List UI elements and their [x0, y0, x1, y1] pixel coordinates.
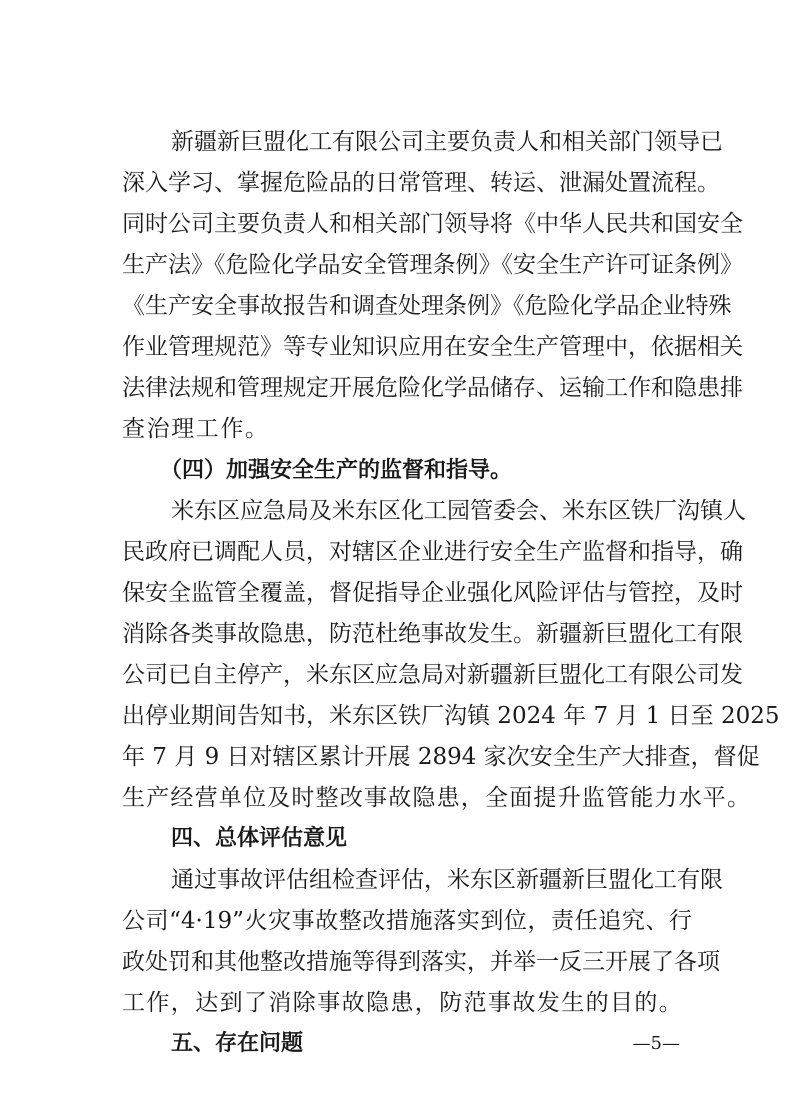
paragraph-3-line-4: 工作，达到了消除事故隐患，防范事故发生的目的。: [122, 990, 684, 1016]
paragraph-3-line-3: 政处罚和其他整改措施等得到落实，并举一反三开展了各项: [122, 949, 720, 975]
paragraph-2-line-3: 保安全监管全覆盖，督促指导企业强化风险评估与管控，及时: [122, 580, 743, 606]
page-number: —5—: [632, 1033, 680, 1054]
paragraph-2-line-5: 公司已自主停产，米东区应急局对新疆新巨盟化工有限公司发: [122, 662, 743, 688]
paragraph-3-line-1: 通过事故评估组检查评估，米东区新疆新巨盟化工有限: [171, 867, 723, 893]
paragraph-1-line-2: 深入学习、掌握危险品的日常管理、转运、泄漏处置流程。: [122, 170, 720, 196]
subheading-4: （四）加强安全生产的监督和指导。: [160, 457, 513, 483]
paragraph-1-line-7: 法律法规和管理规定开展危险化学品储存、运输工作和隐患排: [122, 375, 743, 401]
paragraph-2-line-8: 生产经营单位及时整改事故隐患，全面提升监管能力水平。: [122, 785, 752, 811]
paragraph-1-line-1: 新疆新巨盟化工有限公司主要负责人和相关部门领导已: [171, 129, 723, 155]
paragraph-1-line-8: 查治理工作。: [122, 416, 270, 442]
paragraph-1-line-5: 《生产安全事故报告和调查处理条例》《危险化学品企业特殊: [122, 293, 732, 319]
section-heading-5: 五、存在问题: [171, 1031, 304, 1056]
paragraph-2-line-7: 年 7 月 9 日对辖区累计开展 2894 家次安全生产大排查，督促: [122, 744, 760, 770]
paragraph-2-line-2: 民政府已调配人员，对辖区企业进行安全生产监督和指导，确: [122, 539, 743, 565]
paragraph-1-line-4: 生产法》《危险化学品安全管理条例》《安全生产许可证条例》: [122, 252, 743, 278]
paragraph-2-line-6: 出停业期间告知书，米东区铁厂沟镇 2024 年 7 月 1 日至 2025: [122, 703, 780, 729]
section-heading-4: 四、总体评估意见: [171, 826, 348, 851]
paragraph-2-line-4: 消除各类事故隐患，防范杜绝事故发生。新疆新巨盟化工有限: [122, 621, 743, 647]
paragraph-1-line-3: 同时公司主要负责人和相关部门领导将《中华人民共和国安全: [122, 211, 743, 237]
paragraph-3-line-2: 公司“4·19”火灾事故整改措施落实到位，责任追究、行: [122, 908, 692, 934]
paragraph-1-line-6: 作业管理规范》等专业知识应用在安全生产管理中，依据相关: [122, 334, 743, 360]
paragraph-2-line-1: 米东区应急局及米东区化工园管委会、米东区铁厂沟镇人: [171, 498, 746, 524]
